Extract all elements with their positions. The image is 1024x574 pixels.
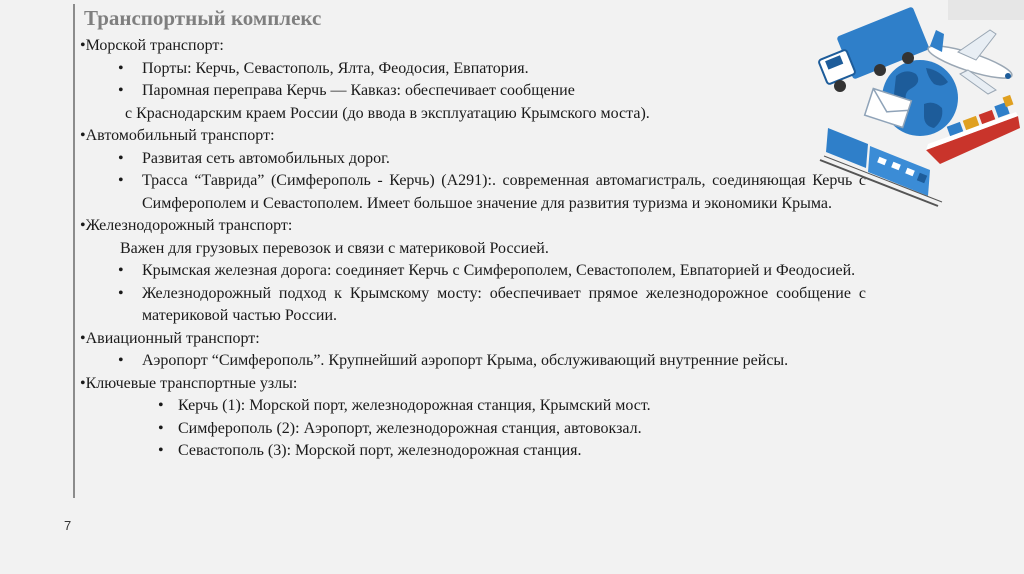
- list-item: • Развитая сеть автомобильных дорог.: [118, 149, 390, 167]
- list-item: • Симферополь (2): Аэропорт, железнодорожная станция, автовокзал.: [158, 419, 642, 437]
- list-item: • Севастополь (3): Морской порт, железнодорожная станция.: [158, 442, 582, 459]
- section-heading-rail: •Железнодорожный транспорт:: [80, 217, 293, 234]
- list-item: • Крымская железная дорога: соединяет Керчь с Симферополем, Севастополем, Евпаторией и Феодосией.: [118, 262, 856, 279]
- section-note-rail: Важен для грузовых перевозок и связи с материковой Россией.: [120, 239, 549, 257]
- section-heading-sea: •Морской транспорт:: [80, 37, 224, 54]
- list-item: • Паромная переправа Керчь — Кавказ: обеспечивает сообщение: [118, 82, 575, 99]
- train-icon: [826, 128, 930, 196]
- transport-illustration: [818, 0, 1024, 210]
- slide-title: Транспортный комплекс: [84, 6, 322, 30]
- slide-content: [80, 35, 866, 463]
- section-heading-road: •Автомобильный транспорт:: [80, 127, 275, 144]
- list-item: • Железнодорожный подход к Крымскому мосту: обеспечивает прямое железнодорожное сообщение с материковой частью России.: [118, 284, 866, 324]
- list-item: • Трасса “Таврида” (Симферополь - Керчь) (А291):. современная автомагистраль, соединяющая Керчь с Симферополем и Севастополем. Имеет большое значение для развития туризма и экономики Крыма.: [118, 172, 866, 212]
- section-heading-hubs: •Ключевые транспортные узлы:: [80, 374, 298, 392]
- list-item: • Аэропорт “Симферополь”. Крупнейший аэропорт Крыма, обслуживающий внутренние рейсы.: [118, 352, 789, 369]
- list-item-continuation: с Краснодарским краем России (до ввода в эксплуатацию Крымского моста).: [125, 104, 650, 122]
- section-heading-air: •Авиационный транспорт:: [80, 329, 260, 347]
- left-divider: [73, 4, 75, 498]
- list-item: • Порты: Керчь, Севастополь, Ялта, Феодосия, Евпатория.: [118, 59, 529, 77]
- list-item: • Керчь (1): Морской порт, железнодорожная станция, Крымский мост.: [158, 397, 651, 414]
- slide-number: 7: [64, 518, 72, 533]
